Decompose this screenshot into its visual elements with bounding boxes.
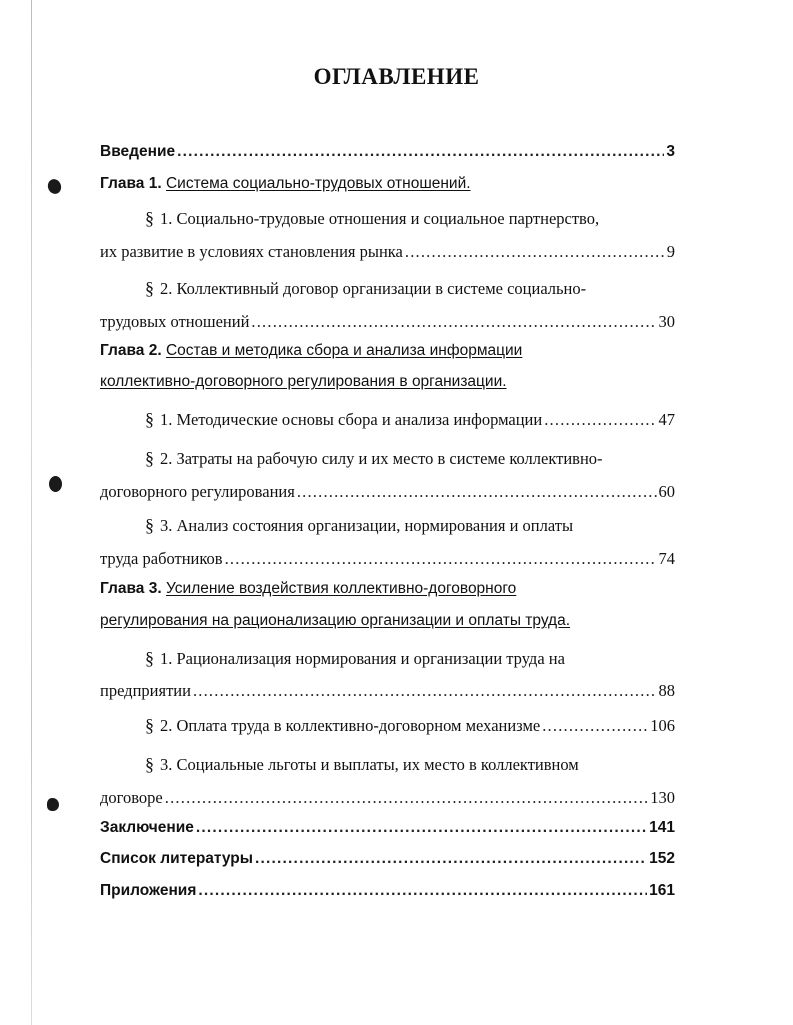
section-title-line2: их развитие в условиях становления рынка [100,242,403,261]
chapter-prefix: Глава 3. [100,580,162,597]
section-number: 2. [160,716,173,735]
section-number: 1. [160,209,173,228]
section-number: 2. [160,449,173,468]
section-sign: § [145,515,154,535]
page-title: ОГЛАВЛЕНИЕ [313,64,480,89]
section-title-line2: предприятии [100,681,191,700]
toc-chapter-2[interactable] [100,342,522,364]
chapter-title-line1: Состав и методика сбора и анализа информации [165,342,523,359]
leader-dots [177,143,664,161]
leader-dots [542,716,648,736]
ink-blot [46,177,63,196]
toc-section-3-1-cont[interactable] [100,681,675,703]
toc-section-1-2[interactable] [100,278,586,300]
leader-dots [193,681,657,701]
page-number: 106 [650,716,675,735]
section-title-line1: Социально-трудовые отношения и социальное партнерство, [176,209,600,228]
section-number: 3. [160,516,173,535]
page-number: 47 [658,410,675,429]
toc-section-3-3-cont[interactable] [100,788,675,810]
toc-label: Введение [100,143,176,160]
leader-dots [405,242,665,262]
toc-chapter-3-cont[interactable] [100,612,570,634]
toc-entry-intro[interactable] [100,143,675,165]
toc-entry-literature[interactable] [100,850,675,872]
toc-label: Заключение [100,819,194,836]
page-number: 152 [649,850,675,867]
section-number: 3. [160,755,173,774]
leader-dots [196,819,647,837]
page-number: 3 [666,143,675,160]
section-title-line1: Коллективный договор организации в системе социально- [176,279,587,298]
leader-dots [297,482,657,502]
toc-chapter-2-cont[interactable] [100,373,507,395]
section-title-line2: договоре [100,788,163,807]
leader-dots [198,882,647,900]
toc-section-3-3[interactable] [100,754,579,776]
section-title-line1: Методические основы сбора и анализа информации [176,410,543,429]
leader-dots [255,850,647,868]
toc-section-3-2[interactable] [100,715,675,737]
section-sign: § [145,208,154,228]
section-title-line1: Рационализация нормирования и организации труда на [176,649,565,668]
page-number: 161 [649,882,675,899]
page-number: 141 [649,819,675,836]
ink-blot [49,476,62,492]
leader-dots [544,410,656,430]
section-title-line1: Анализ состояния организации, нормирования и оплаты [176,516,574,535]
section-sign: § [145,409,154,429]
leader-dots [165,788,648,808]
toc-section-2-3[interactable] [100,515,573,537]
toc-section-2-2-cont[interactable] [100,482,675,504]
toc-label: Список литературы [100,850,254,867]
section-title-line1: Оплата труда в коллективно-договорном механизме [176,716,541,735]
chapter-prefix: Глава 1. [100,175,162,192]
toc-chapter-1[interactable] [100,175,471,197]
leader-dots [251,312,656,332]
page-number: 60 [658,482,675,501]
chapter-title-line2: регулирования на рационализацию организации и оплаты труда. [100,612,571,629]
toc-label: Приложения [100,882,197,899]
page-number: 74 [658,549,675,568]
section-number: 2. [160,279,173,298]
page-number: 9 [666,242,675,261]
section-title-line2: трудовых отношений [100,312,250,331]
section-title-line2: труда работников [100,549,223,568]
toc-entry-appendix[interactable] [100,882,675,904]
chapter-title-line1: Усиление воздействия коллективно-договорного [165,580,517,597]
toc-section-2-2[interactable] [100,448,603,470]
section-title-line1: Затраты на рабочую силу и их место в системе коллективно- [176,449,603,468]
section-sign: § [145,715,154,735]
toc-section-1-1[interactable] [100,208,599,230]
page-number: 88 [658,681,675,700]
section-number: 1. [160,649,173,668]
section-sign: § [145,448,154,468]
ink-blot [47,798,59,811]
chapter-title-line2: коллективно-договорного регулирования в организации. [100,373,507,390]
toc-chapter-3[interactable] [100,580,516,602]
section-number: 1. [160,410,173,429]
leader-dots [225,549,657,569]
toc-section-1-1-cont[interactable] [100,242,675,264]
toc-section-1-2-cont[interactable] [100,312,675,334]
toc-section-2-3-cont[interactable] [100,549,675,571]
scan-edge-line [31,0,32,1025]
page-number: 130 [650,788,675,807]
section-sign: § [145,754,154,774]
section-title-line1: Социальные льготы и выплаты, их место в коллективном [176,755,579,774]
toc-section-2-1[interactable] [100,409,675,431]
section-sign: § [145,648,154,668]
chapter-prefix: Глава 2. [100,342,162,359]
section-sign: § [145,278,154,298]
toc-entry-conclusion[interactable] [100,819,675,841]
page-number: 30 [658,312,675,331]
section-title-line2: договорного регулирования [100,482,295,501]
chapter-title: Система социально-трудовых отношений. [165,175,471,192]
toc-section-3-1[interactable] [100,648,565,670]
